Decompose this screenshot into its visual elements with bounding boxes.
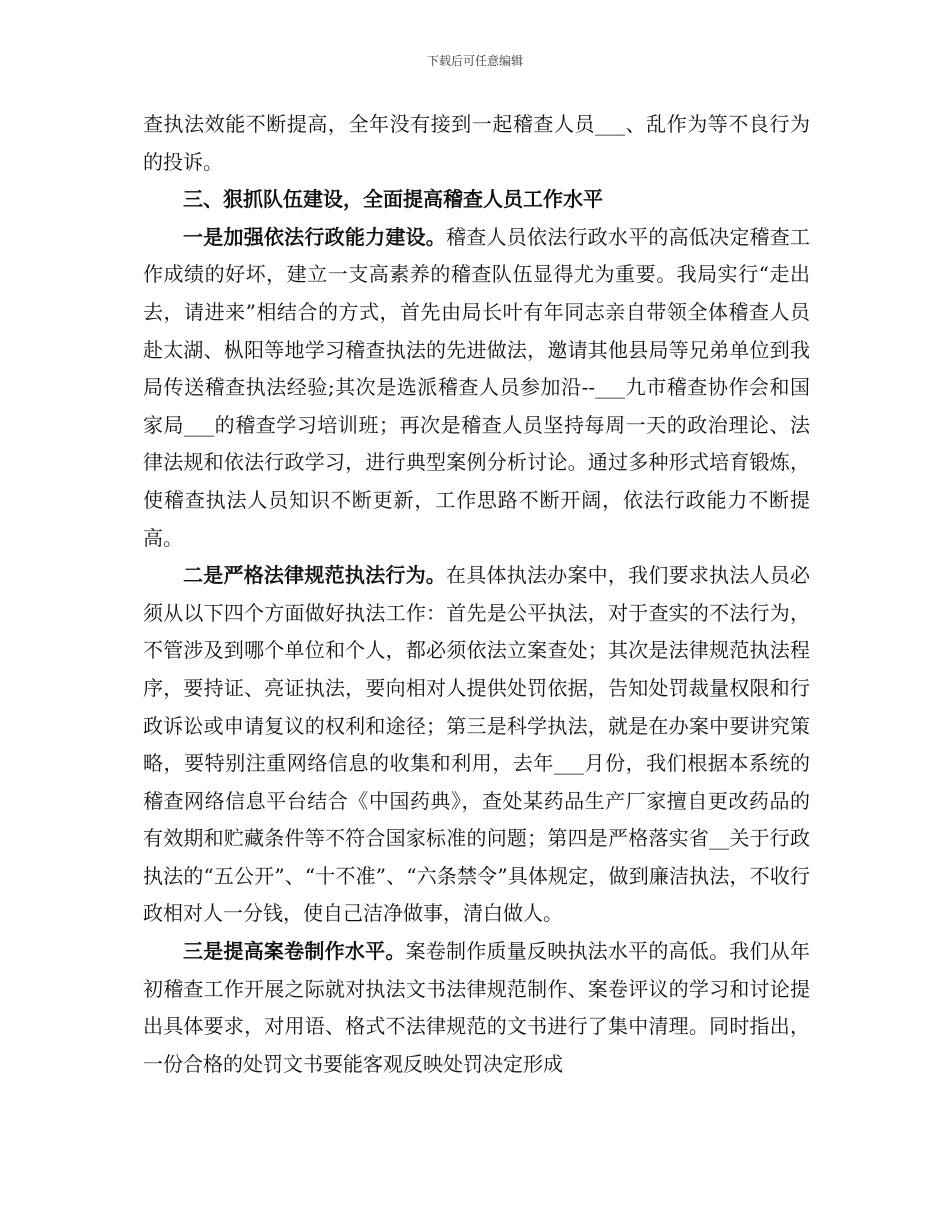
paragraph-body: 案卷制作质量反映执法水平的高低。我们从年初稽查工作开展之际就对执法文书法律规范制作、案卷评议的学习和讨论提出具体要求，对用语、格式不法律规范的文书进行了集中清理。同时指出，一份合格的处罚文书要能客观反映处罚决定形成 (143, 939, 811, 1076)
paragraph-capacity-building (143, 219, 810, 557)
section-heading: 三、狠抓队伍建设，全面提高稽查人员工作水平 (183, 187, 603, 212)
paragraph-body: 稽查人员依法行政水平的高低决定稽查工作成绩的好坏，建立一支高素养的稽查队伍显得尤为重要。我局实行“走出去，请进来”相结合的方式，首先由局长叶有年同志亲自带领全体稽查人员赴太湖、枞阳等地学习稽查执法的先进做法，邀请其他县局等兄弟单位到我局传送稽查执法经验;其次是选派稽查人员参加沿--___九市稽查协作会和国家局___的稽查学习培训班；再次是稽查人员坚持每周一天的政治理论、法律法规和依法行政学习，进行典型案例分析讨论。通过多种形式培育锻炼，使稽查执法人员知识不断更新，工作思路不断开阔，依法行政能力不断提高。 (143, 224, 811, 550)
document-body (143, 106, 810, 1083)
paragraph-lead: 三是提高案卷制作水平。 (183, 939, 406, 964)
paragraph-body: 在具体执法办案中，我们要求执法人员必须从以下四个方面做好执法工作：首先是公平执法，对于查实的不法行为，不管涉及到哪个单位和个人，都必须依法立案查处；其次是法律规范执法程序，要持证、亮证执法，要向相对人提供处罚依据，告知处罚裁量权限和行政诉讼或申请复议的权利和途径；第三是科学执法，就是在办案中要讲究策略，要特别注重网络信息的收集和利用，去年___月份，我们根据本系统的稽查网络信息平台结合《中国药典》，查处某药品生产厂家擅自更改药品的有效期和贮藏条件等不符合国家标准的问题；第四是严格落实省__关于行政执法的“五公开”、“十不准”、“六条禁令”具体规定，做到廉洁执法，不收行政相对人一分钱，使自己洁净做事，清白做人。 (143, 563, 811, 926)
paragraph-enforcement-conduct (143, 557, 810, 933)
paragraph-continuation: 查执法效能不断提高，全年没有接到一起稽查人员___、乱作为等不良行为的投诉。 (143, 112, 810, 174)
paragraph-lead: 一是加强依法行政能力建设。 (183, 224, 447, 249)
paragraph-lead: 二是严格法律规范执法行为。 (183, 563, 447, 588)
page-header-note: 下载后可任意编辑 (426, 54, 523, 68)
paragraph-case-files (143, 933, 810, 1083)
